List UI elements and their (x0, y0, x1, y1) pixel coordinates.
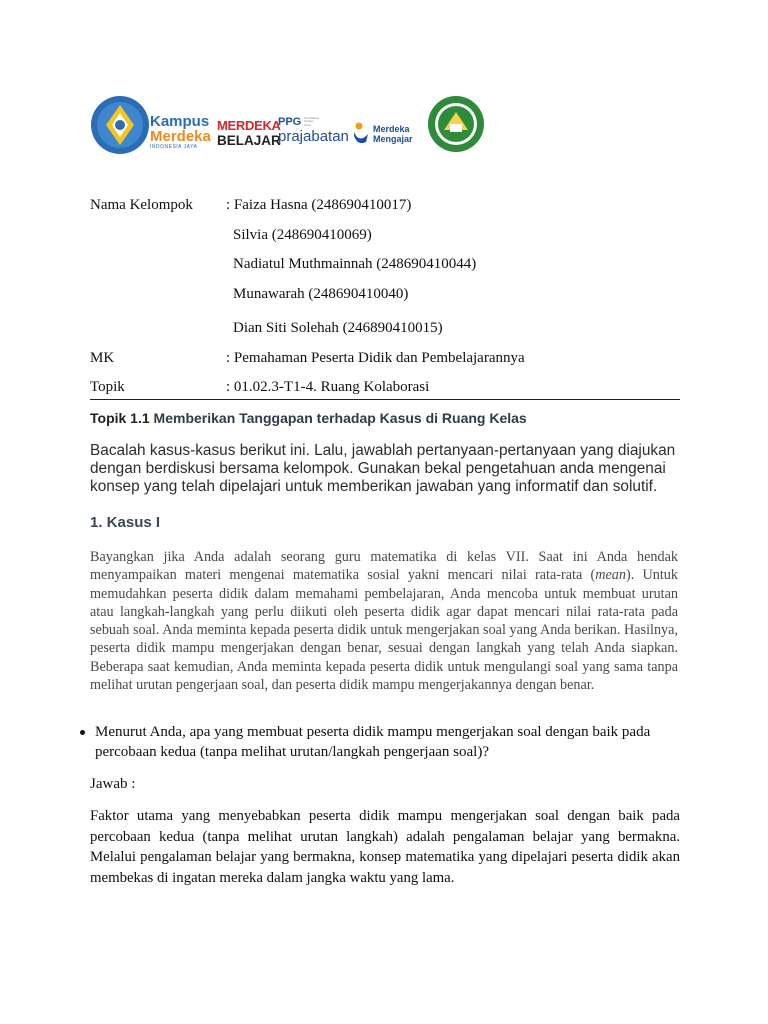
merdeka-text: Merdeka (150, 128, 211, 145)
merdeka-mengajar-mark-icon (352, 122, 370, 144)
merdeka-belajar-line2: BELAJAR (217, 133, 281, 148)
member-5: Dian Siti Solehah (246890410015) (233, 320, 443, 336)
kampus-merdeka-logo (150, 114, 218, 154)
case-text-part2: ). Untuk memudahkan peserta didik dalam memahami pembelajaran, Anda mencoba untuk membuat urutan atau langkah-langkah yang perlu diikuti oleh peserta didik agar dapat mencari nilai rata-rata pada sebuah soal. Anda meminta kepada peserta didik untuk mengerjakan soal yang Anda berikan. Hasilnya, peserta didik mampu mengerjakan dengan benar, sesuai dengan langkah yang telah Anda siapkan. Beberapa saat kemudian, Anda meminta kepada peserta didik untuk mengulangi soal yang sama tanpa melihat urutan pengerjaan soal, dan peserta didik mampu mengerjakannya dengan benar. (90, 567, 678, 694)
mk-label: MK (90, 350, 115, 366)
question-text: Menurut Anda, apa yang membuat peserta didik mampu mengerjakan soal dengan baik pada percobaan kedua (tanpa melihat urutan/langkah pengerjaan soal)? (95, 724, 651, 760)
answer-label: Jawab : (90, 776, 136, 792)
tut-wuri-handayani-logo (90, 95, 150, 155)
kampus-text: Kampus (150, 113, 210, 130)
divider (90, 399, 680, 400)
member-4: Munawarah (248690410040) (233, 286, 409, 302)
topik-label: Topik (90, 379, 125, 395)
indonesia-jaya-text: INDONESIA JAYA (150, 144, 198, 150)
merdeka-belajar-line1: MERDEKA (217, 118, 281, 133)
topic-prefix: Topik 1.1 (90, 410, 150, 426)
member-3: Nadiatul Muthmainnah (248690410044) (233, 256, 477, 272)
case-text-part1: Bayangkan jika Anda adalah seorang guru matematika di kelas VII. Saat ini Anda hendak menyampaikan materi mengenai matematika sosial yakni mencari nilai rata-rata ( (90, 549, 678, 584)
bullet-icon (80, 730, 85, 735)
prajabatan-text: prajabatan (278, 128, 349, 145)
member-2: Silvia (248690410069) (233, 227, 372, 243)
topic-title (90, 410, 527, 426)
intro-paragraph: Bacalah kasus-kasus berikut ini. Lalu, jawablah pertanyaan-pertanyaan yang diajukan dengan berdiskusi bersama kelompok. Gunakan bekal pengetahuan anda mengenai konsep yang telah dipelajari untuk memberikan jawaban yang informatif dan solutif. (90, 442, 676, 495)
merdeka-belajar-logo (217, 118, 281, 153)
university-seal-icon (427, 94, 485, 154)
ppg-small-text: Pendidikan Profesi Guru (304, 116, 320, 127)
logo-bar (90, 92, 490, 158)
ppg-prajabatan-logo (278, 116, 349, 152)
member-1: : Faiza Hasna (248690410017) (226, 197, 412, 213)
merdeka-mengajar-line1: Merdeka (373, 124, 410, 134)
merdeka-mengajar-line2: Mengajar (373, 134, 413, 144)
topic-title-text: Memberikan Tanggapan terhadap Kasus di Ruang Kelas (153, 410, 527, 426)
ppg-text: PPG (278, 116, 302, 128)
answer-paragraph: Faktor utama yang menyebabkan peserta didik mampu mengerjakan soal dengan baik pada percobaan kedua (tanpa melihat urutan langkah) adalah pengalaman belajar yang bermakna. Melalui pengalaman belajar yang bermakna, konsep matematika yang dipelajari peserta didik akan membekas di ingatan mereka dalam jangka waktu yang lama. (90, 808, 680, 886)
case-heading: 1. Kasus I (90, 514, 161, 531)
merdeka-mengajar-logo (352, 122, 422, 148)
university-seal-logo (427, 94, 485, 154)
case-italic-mean: mean (595, 567, 626, 584)
topik-value: : 01.02.3-T1-4. Ruang Kolaborasi (226, 379, 430, 395)
mk-value: : Pemahaman Peserta Didik dan Pembelajarannya (226, 350, 525, 366)
tut-wuri-emblem-icon (90, 95, 150, 155)
case-paragraph (90, 548, 678, 694)
group-label: Nama Kelompok (90, 197, 193, 213)
